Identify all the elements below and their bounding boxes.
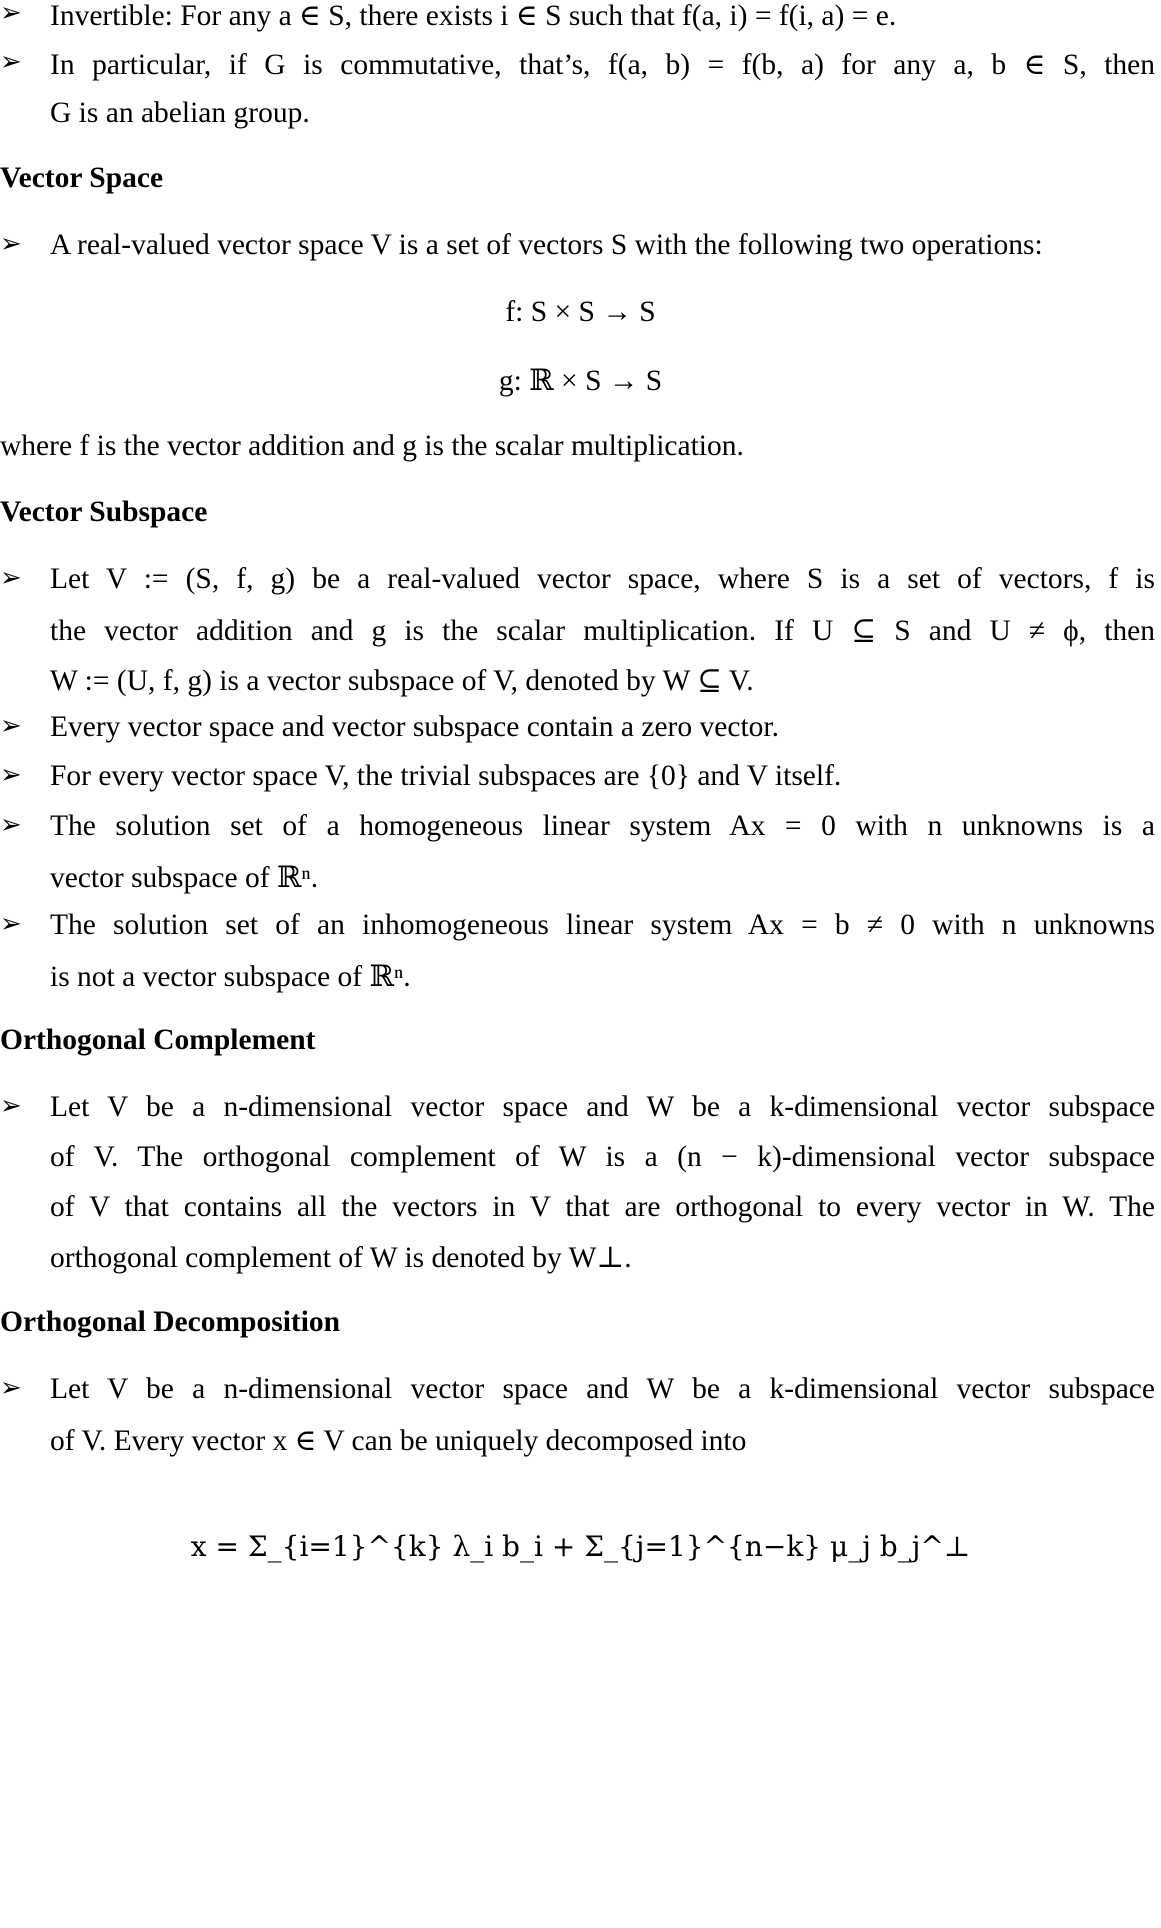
section-heading: Orthogonal Decomposition bbox=[0, 1306, 341, 1338]
text-line: G is an abelian group. bbox=[50, 97, 310, 129]
arrowhead-bullet-icon: ➢ bbox=[0, 711, 22, 741]
equation-g-map: g: ℝ × S → S bbox=[498, 365, 663, 397]
text-line: vector subspace of ℝⁿ. bbox=[50, 862, 319, 894]
text-line: Let V be a n-dimensional vector space and W be a k-dimensional vector subspace bbox=[50, 1373, 1155, 1405]
text-line: Let V be a n-dimensional vector space and W be a k-dimensional vector subspace bbox=[50, 1091, 1155, 1123]
text-line: Let V := (S, f, g) be a real-valued vector space, where S is a set of vectors, f is bbox=[50, 563, 1155, 595]
arrowhead-bullet-icon: ➢ bbox=[0, 0, 22, 28]
arrowhead-bullet-icon: ➢ bbox=[0, 1091, 22, 1121]
text-line: of V. Every vector x ∈ V can be uniquely decomposed into bbox=[50, 1425, 747, 1457]
arrowhead-bullet-icon: ➢ bbox=[0, 760, 22, 790]
text-line: of V. The orthogonal complement of W is a (n − k)-dimensional vector subspace bbox=[50, 1141, 1155, 1173]
paragraph: where f is the vector addition and g is the scalar multiplication. bbox=[0, 430, 744, 462]
text-line: The solution set of a homogeneous linear system Ax = 0 with n unknowns is a bbox=[50, 810, 1155, 842]
arrowhead-bullet-icon: ➢ bbox=[0, 229, 22, 259]
text-line: Invertible: For any a ∈ S, there exists i ∈ S such that f(a, i) = f(i, a) = e. bbox=[50, 0, 897, 32]
text-line: W := (U, f, g) is a vector subspace of V, denoted by W ⊆ V. bbox=[50, 665, 754, 697]
text-line: For every vector space V, the trivial subspaces are {0} and V itself. bbox=[50, 760, 842, 792]
text-line: orthogonal complement of W is denoted by W⊥. bbox=[50, 1242, 632, 1274]
equation-decomposition-text: x = Σ_{i=1}^{k} λ_i b_i + Σ_{j=1}^{n−k} μ_j b_j^⊥ bbox=[190, 1530, 971, 1563]
arrowhead-bullet-icon: ➢ bbox=[0, 1373, 22, 1403]
text-line: is not a vector subspace of ℝⁿ. bbox=[50, 961, 411, 993]
text-line: A real-valued vector space V is a set of vectors S with the following two operations: bbox=[50, 229, 1043, 261]
section-heading: Orthogonal Complement bbox=[0, 1024, 316, 1056]
arrowhead-bullet-icon: ➢ bbox=[0, 563, 22, 593]
text-line: The solution set of an inhomogeneous linear system Ax = b ≠ 0 with n unknowns bbox=[50, 909, 1155, 941]
arrowhead-bullet-icon: ➢ bbox=[0, 909, 22, 939]
section-heading: Vector Space bbox=[0, 162, 164, 194]
arrowhead-bullet-icon: ➢ bbox=[0, 810, 22, 840]
section-heading: Vector Subspace bbox=[0, 496, 208, 528]
arrowhead-bullet-icon: ➢ bbox=[0, 47, 22, 77]
equation-decomposition bbox=[0, 1508, 1161, 1618]
text-line: Every vector space and vector subspace contain a zero vector. bbox=[50, 711, 779, 743]
text-line: of V that contains all the vectors in V that are orthogonal to every vector in W. The bbox=[50, 1191, 1155, 1223]
text-line: the vector addition and g is the scalar multiplication. If U ⊆ S and U ≠ ϕ, then bbox=[50, 615, 1155, 647]
text-line: In particular, if G is commutative, that’s, f(a, b) = f(b, a) for any a, b ∈ S, then bbox=[50, 49, 1155, 81]
equation-f-map: f: S × S → S bbox=[505, 296, 656, 328]
